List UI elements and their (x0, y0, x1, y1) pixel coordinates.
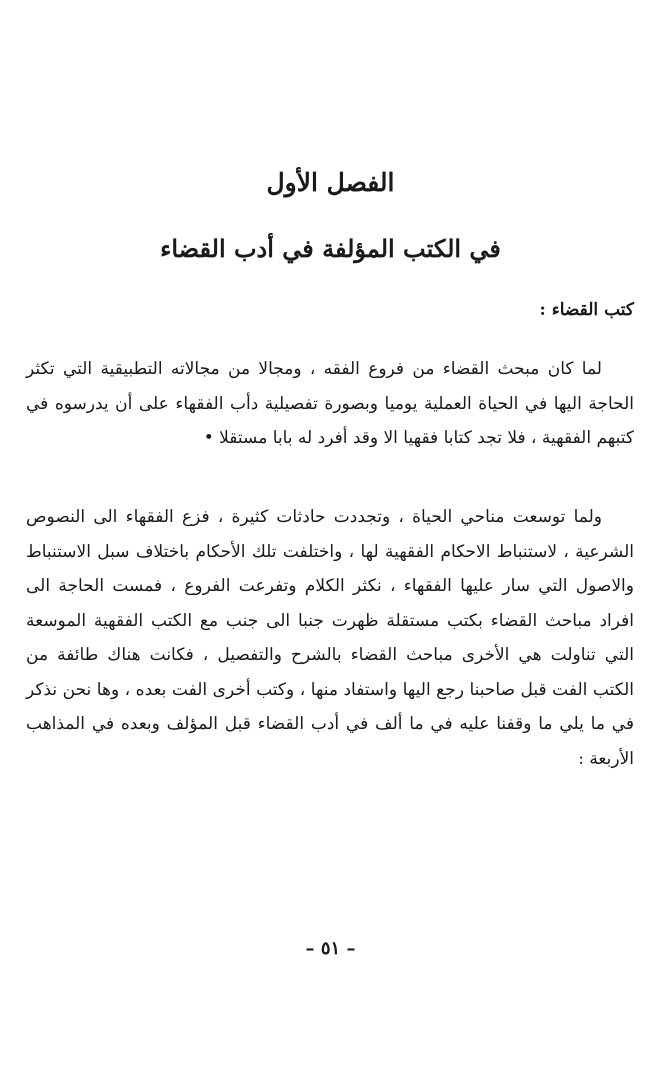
section-heading: كتب القضاء : (539, 300, 634, 320)
page-number: – ٥١ – (305, 938, 356, 959)
chapter-title: الفصل الأول (266, 168, 395, 197)
paragraph: ولما توسعت مناحي الحياة ، وتجددت حادثات كثيرة ، فزع الفقهاء الى النصوص الشرعية ، لاستنباط الاحكام الفقهية لها ، واختلفت تلك الأحكام باختلاف سبل الاستنباط والاصول التي سار عليها الفقهاء ، نكثر الكلام وتفرعت الفروع ، فمست الحاجة الى افراد مباحث القضاء بكتب مستقلة ظهرت جنبا الى جنب مع الكتب الفقهية الموسعة التي تناولت هي الأخرى مباحث القضاء بالشرح والتفصيل ، فكانت هناك طائفة من الكتب الفت قبل صاحبنا رجع اليها واستفاد منها ، وكتب أخرى الفت بعده ، وها نحن نذكر في ما يلي ما وقفنا عليه في ما ألف في أدب القضاء قبل المؤلف وبعده في المذاهب الأربعة : (26, 507, 634, 769)
paragraph: لما كان مبحث القضاء من فروع الفقه ، ومجالا من مجالاته التطبيقية التي تكثر الحاجة اليها في الحياة العملية يوميا وبصورة تفصيلية دأب الفقهاء على أن يدرسوه في كتبهم الفقهية ، فلا تجد كتابا فقهيا الا وقد أفرد له بابا مستقلا • (26, 359, 634, 448)
chapter-subtitle: في الكتب المؤلفة في أدب القضاء (160, 234, 501, 263)
